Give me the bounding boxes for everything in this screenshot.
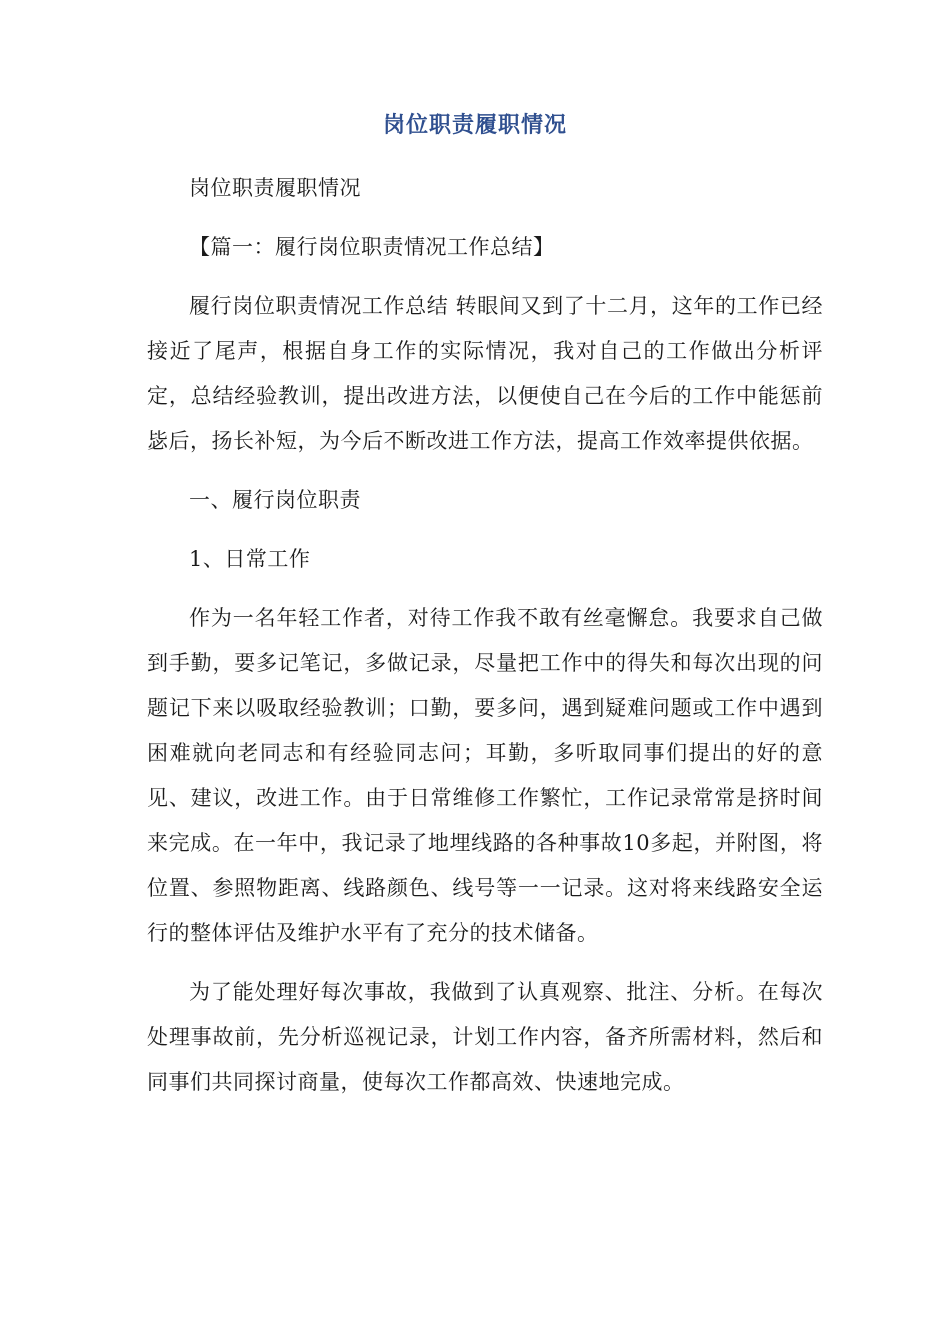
paragraph-accident-handling: 为了能处理好每次事故，我做到了认真观察、批注、分析。在每次处理事故前，先分析巡视记录，计划工作内容，备齐所需材料，然后和同事们共同探讨商量，使每次工作都高效、快速地完成。 xyxy=(147,980,823,1094)
paragraph-heading-duties: 一、履行岗位职责 xyxy=(189,488,361,512)
paragraph-section-heading: 【篇一：履行岗位职责情况工作总结】 xyxy=(189,235,555,259)
document-title: 岗位职责履职情况 xyxy=(382,113,567,138)
paragraph-heading-daily-work: 1、日常工作 xyxy=(189,547,311,571)
paragraph-intro: 履行岗位职责情况工作总结 转眼间又到了十二月，这年的工作已经接近了尾声，根据自身工作的实际情况，我对自己的工作做出分析评定，总结经验教训，提出改进方法，以便使自己在今后的工作中能惩前毖后，扬长补短，为今后不断改进工作方法，提高工作效率提供依据。 xyxy=(147,294,823,453)
document-body xyxy=(147,166,823,1105)
paragraph-subtitle: 岗位职责履职情况 xyxy=(189,176,361,200)
paragraph-daily-work: 作为一名年轻工作者，对待工作我不敢有丝毫懈怠。我要求自己做到手勤，要多记笔记，多做记录，尽量把工作中的得失和每次出现的问题记下来以吸取经验教训；口勤，要多问，遇到疑难问题或工作中遇到困难就向老同志和有经验同志问；耳勤，多听取同事们提出的好的意见、建议，改进工作。由于日常维修工作繁忙，工作记录常常是挤时间来完成。在一年中，我记录了地埋线路的各种事故10多起，并附图，将位置、参照物距离、线路颜色、线号等一一记录。这对将来线路安全运行的整体评估及维护水平有了充分的技术储备。 xyxy=(147,606,823,945)
